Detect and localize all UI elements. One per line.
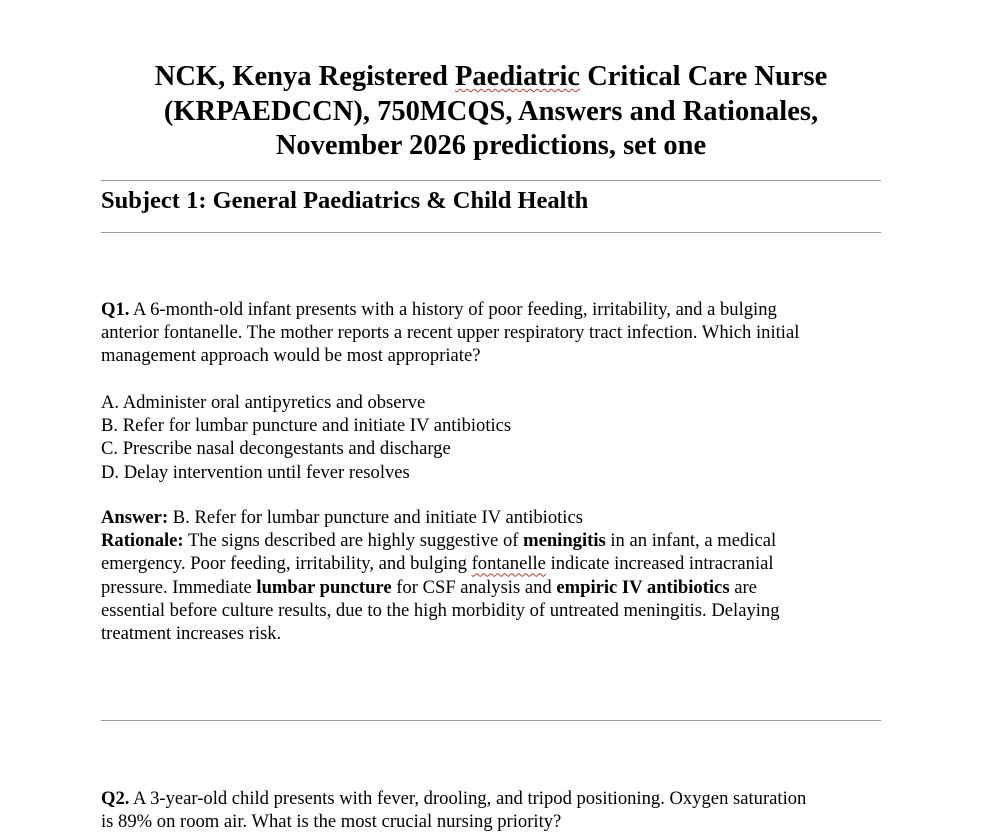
rationale-line-1 <box>101 529 881 552</box>
rationale-text: emergency. Poor feeding, irritability, and bulging <box>101 553 472 575</box>
option-d: D. Delay intervention until fever resolves <box>101 461 410 483</box>
rationale-text: in an infant, a medical <box>605 530 777 552</box>
misspelled-word: Paediatric <box>455 61 581 92</box>
stem-line: management approach would be most appropriate? <box>101 345 481 367</box>
title-text: Critical Care Nurse <box>580 61 828 92</box>
title-line-3: November 2026 predictions, set one <box>275 130 707 161</box>
rationale-line-5: treatment increases risk. <box>101 623 282 645</box>
question-number: Q1. <box>101 299 130 320</box>
stem-line: is 89% on room air. What is the most crucial nursing priority? <box>101 811 562 833</box>
answer-text: B. Refer for lumbar puncture and initiate IV antibiotics <box>168 507 583 528</box>
stem-line <box>101 298 881 321</box>
rationale-line-3 <box>101 576 881 599</box>
question-2-stem <box>101 787 881 833</box>
divider-question <box>101 720 881 721</box>
stem-text: A 3-year-old child presents with fever, drooling, and tripod positioning. Oxygen saturation <box>129 788 807 809</box>
misspelled-word: fontanelle <box>471 553 546 575</box>
option-a: A. Administer oral antipyretics and observe <box>101 392 426 413</box>
stem-line <box>101 787 881 810</box>
rationale-text: pressure. Immediate <box>101 576 257 598</box>
stem-text: A 6-month-old infant presents with a history of poor feeding, irritability, and a bulging <box>129 299 777 320</box>
question-1-stem <box>101 298 881 368</box>
title-text: NCK, Kenya Registered <box>154 61 456 92</box>
title-line-2: (KRPAEDCCN), 750MCQS, Answers and Rationales, <box>163 95 819 127</box>
stem-line: anterior fontanelle. The mother reports a recent upper respiratory tract infection. Which initial <box>101 322 800 344</box>
rationale-text: for CSF analysis and <box>391 576 557 598</box>
subject-heading: Subject 1: General Paediatrics & Child Health <box>101 187 589 214</box>
option-b: B. Refer for lumbar puncture and initiate IV antibiotics <box>101 415 512 437</box>
document-title <box>101 60 881 164</box>
divider-top <box>101 180 881 181</box>
rationale-bold: empiric IV antibiotics <box>556 576 730 598</box>
question-1-answer <box>101 506 881 645</box>
question-1-options <box>101 391 881 484</box>
rationale-text: indicate increased intracranial <box>545 553 774 575</box>
answer-label: Answer: <box>101 507 169 528</box>
rationale-text: are <box>729 576 757 598</box>
rationale-line-2 <box>101 552 881 575</box>
rationale-text: The signs described are highly suggestive of <box>183 530 524 552</box>
rationale-bold: meningitis <box>523 530 606 552</box>
rationale-bold: lumbar puncture <box>256 576 392 598</box>
rationale-line-4: essential before culture results, due to the high morbidity of untreated meningitis. Delaying <box>101 599 780 621</box>
rationale-label: Rationale: <box>101 530 184 552</box>
title-line-1 <box>101 60 881 95</box>
divider-subject <box>101 232 881 233</box>
question-number: Q2. <box>101 788 130 809</box>
option-c: C. Prescribe nasal decongestants and discharge <box>101 438 451 460</box>
answer-line <box>101 506 881 529</box>
